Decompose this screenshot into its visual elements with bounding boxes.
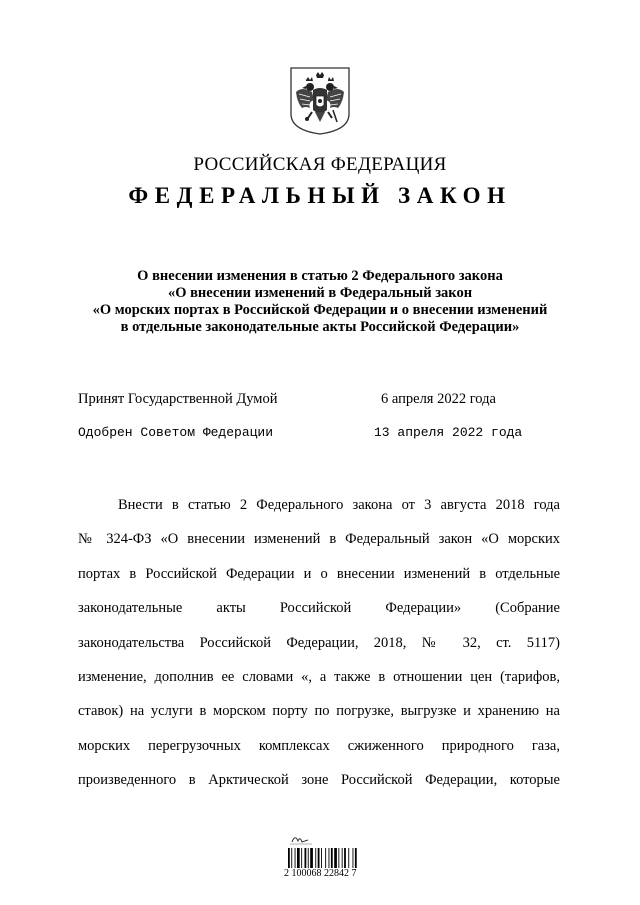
body-line: законодательства Российской Федерации, 2018, № 32, ст. 5117) <box>78 634 560 651</box>
duma-adoption-date: 6 апреля 2022 года <box>381 391 496 407</box>
duma-adoption-label: Принят Государственной Думой <box>78 391 278 407</box>
law-title-line: «О внесении изменений в Федеральный закон <box>167 285 473 301</box>
body-line: изменение, дополнив ее словами «, а также в отношении цен (тарифов, <box>78 668 560 685</box>
law-title <box>0 268 640 336</box>
law-title-line: О внесении изменения в статью 2 Федерального закона <box>137 268 503 284</box>
handwritten-mark-icon <box>286 832 366 846</box>
body-line: законодательные акты Российской Федерации» (Собрание <box>78 600 560 617</box>
law-title-line: в отдельные законодательные акты Российской Федерации» <box>120 319 520 335</box>
coat-of-arms-emblem <box>288 66 352 136</box>
country-heading: РОССИЙСКАЯ ФЕДЕРАЦИЯ <box>193 154 447 175</box>
double-headed-eagle-icon <box>288 66 352 136</box>
law-body-paragraph <box>78 488 560 798</box>
barcode-number: 2 100068 22842 7 <box>284 868 357 879</box>
law-title-line: «О морских портах в Российской Федерации и о внесении изменений <box>92 302 548 318</box>
council-approval-date: 13 апреля 2022 года <box>374 425 523 440</box>
barcode-icon <box>288 848 364 868</box>
body-line: № 324-ФЗ «О внесении изменений в Федеральный закон «О морских <box>78 531 560 548</box>
document-type-heading: ФЕДЕРАЛЬНЫЙ ЗАКОН <box>128 183 512 208</box>
body-line: ставок) на услуги в морском порту по погрузке, выгрузке и хранению на <box>78 703 560 720</box>
body-line: морских перегрузочных комплексах сжиженного природного газа, <box>78 737 560 754</box>
council-approval-label: Одобрен Советом Федерации <box>78 425 274 440</box>
body-line: портах в Российской Федерации и о внесении изменений в отдельные <box>78 565 560 582</box>
body-line: произведенного в Арктической зоне Российской Федерации, которые <box>78 772 560 789</box>
body-line: Внести в статью 2 Федерального закона от 3 августа 2018 года <box>118 497 560 513</box>
